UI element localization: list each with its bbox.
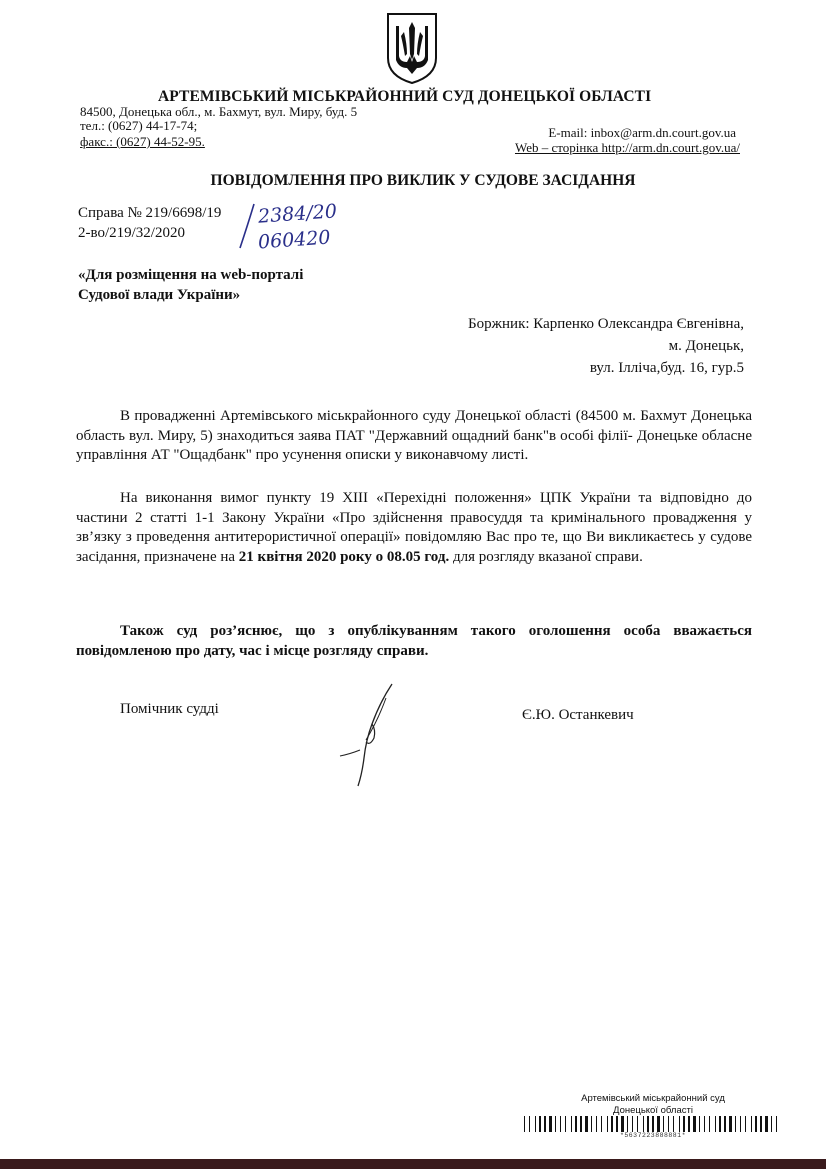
barcode-bar [571,1116,572,1132]
barcode-bar [529,1116,530,1132]
barcode-bar [591,1116,592,1132]
barcode-bar [683,1116,685,1132]
barcode-bar [745,1116,746,1132]
barcode-bar [652,1116,654,1132]
paragraph-summons-text: На виконання вимог пункту 19 ХIII «Перехідні положення» ЦПК України та відповідно до частини 2 статті 1-1 Закону України «Про здійснення правосуддя та кримінального провадження у зв’язку з проведення антитерористичної операції» повідомляю Вас про те, що Ви викликаєтесь у судове засідання, призначене на [76,490,752,565]
barcode-bar [699,1116,700,1132]
barcode-bar [668,1116,669,1132]
barcode-bar [765,1116,768,1132]
coat-of-arms-icon [383,10,441,86]
barcode-bar [657,1116,660,1132]
barcode-bar [565,1116,566,1132]
barcode-bar [643,1116,644,1132]
barcode-bar [539,1116,541,1132]
court-phone: тел.: (0627) 44-17-74; [80,118,198,133]
court-email: E-mail: inbox@arm.dn.court.gov.ua [548,125,736,140]
court-website: Web – сторінка http://arm.dn.court.gov.ua/ [514,140,740,155]
paragraph-notice [76,622,752,661]
court-name: АРТЕМІВСЬКИЙ МІСЬКРАЙОННИЙ СУД ДОНЕЦЬКОЇ ОБЛАСТІ [158,88,652,105]
stamp-region: Донецької області [613,1105,693,1116]
barcode-bar [751,1116,752,1132]
barcode-bar [740,1116,741,1132]
barcode-bar [719,1116,721,1132]
barcode-bar [715,1116,716,1132]
barcode-bar [663,1116,664,1132]
placement-note-line2: Судової влади України» [78,287,241,303]
barcode-bar [535,1116,536,1132]
barcode-bar [709,1116,710,1132]
court-fax: факс.: (0627) 44-52-95. [80,134,205,149]
barcode-bar [596,1116,597,1132]
handwritten-signature [336,680,406,790]
paragraph-summons-end: для розгляду вказаної справи. [449,548,643,565]
barcode-bar [611,1116,613,1132]
paragraph-summons [76,489,752,567]
document-title: ПОВІДОМЛЕННЯ ПРО ВИКЛИК У СУДОВЕ ЗАСІДАННЯ [210,172,636,189]
debtor-city: м. Донецьк, [668,338,744,354]
signatory-name: Є.Ю. Останкевич [522,707,634,723]
barcode-bar [585,1116,588,1132]
barcode-bar [549,1116,552,1132]
hearing-date-time: 21 квітня 2020 року о 08.05 год. [238,548,450,565]
paragraph-application [76,407,752,466]
barcode-bar [607,1116,608,1132]
handwritten-registration-number: 2384/20 [257,200,338,228]
proceeding-number: 2-во/219/32/2020 [78,225,185,241]
barcode-bar [729,1116,732,1132]
placement-note-line1: «Для розміщення на web-порталі [78,267,304,283]
signatory-role: Помічник судді [120,701,219,717]
barcode-bar [688,1116,690,1132]
barcode-bar [544,1116,546,1132]
barcode-bar [735,1116,736,1132]
barcode-bar [679,1116,680,1132]
paragraph-application-text: В провадженні Артемівського міськрайонного суду Донецької області (84500 м. Бахмут Донецька область вул. Миру, 5) знаходиться заява ПАТ "Державний ощадний банк"в особі філії- Донецьке обласне управління АТ "Ощадбанк" про усунення описки у виконавчому листі. [76,408,752,463]
barcode-bar [755,1116,757,1132]
barcode-bar [704,1116,705,1132]
barcode-bar [693,1116,696,1132]
debtor-block [468,313,744,379]
barcode-bar [616,1116,618,1132]
barcode-bar [575,1116,577,1132]
handwritten-registration-date: 060420 [257,226,332,254]
barcode-bar [627,1116,628,1132]
barcode-bar [637,1116,638,1132]
barcode-bar [647,1116,649,1132]
barcode-number: *5637223888881* [619,1132,686,1139]
barcode-bar [673,1116,674,1132]
debtor-street: вул. Ілліча,буд. 16, гур.5 [589,360,744,376]
barcode-bar [632,1116,633,1132]
barcode-bar [776,1116,777,1132]
barcode-bar [724,1116,726,1132]
court-address: 84500, Донецька обл., м. Бахмут, вул. Миру, буд. 5 [80,104,358,119]
barcode-bar [601,1116,602,1132]
case-number: Справа № 219/6698/19 [78,205,222,221]
barcode-bar [621,1116,624,1132]
barcode-bar [524,1116,525,1132]
paragraph-notice-text: Також суд роз’яснює, що з опублікуванням такого оголошення особа вважається повідомленою про дату, час і місце розгляду справи. [76,623,752,659]
barcode [522,1116,782,1132]
handwritten-slash-mark [236,202,260,250]
barcode-bar [760,1116,762,1132]
barcode-bar [580,1116,582,1132]
placement-note [78,265,303,305]
barcode-bar [560,1116,561,1132]
barcode-bar [771,1116,772,1132]
barcode-bar [555,1116,556,1132]
stamp-court-name: Артемівський міськрайонний суд [581,1093,725,1104]
debtor-name: Боржник: Карпенко Олександра Євгенівна, [468,316,744,332]
scan-bottom-edge [0,1159,826,1169]
